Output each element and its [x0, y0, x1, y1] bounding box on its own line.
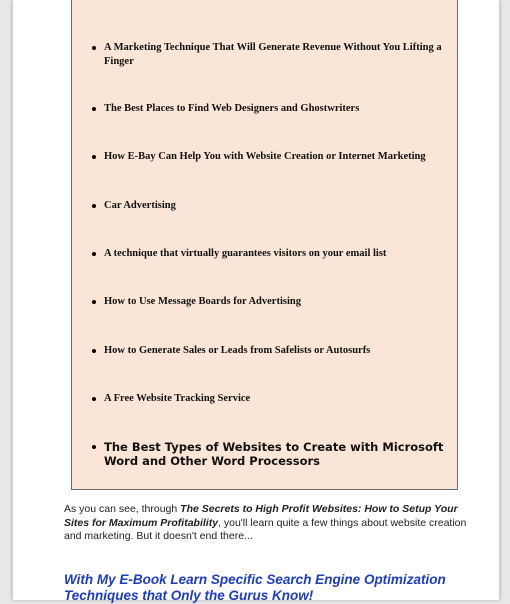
- bullet-icon: [92, 46, 96, 50]
- intro-paragraph: [64, 503, 469, 544]
- list-item: [92, 199, 447, 213]
- list-item-text: How to Use Message Boards for Advertising: [104, 296, 301, 307]
- list-item-text: The Best Places to Find Web Designers and Ghostwriters: [104, 103, 360, 114]
- bullet-icon: [92, 204, 96, 208]
- list-item-text: How E-Bay Can Help You with Website Creation or Internet Marketing: [104, 151, 426, 162]
- intro-text: As you can see, through: [64, 503, 181, 515]
- list-item: [92, 41, 447, 69]
- bullet-icon: [92, 445, 96, 449]
- intro-text: , you'll learn quite a few things about website creation and marketing. But it doesn't end there...: [64, 516, 467, 542]
- bullet-icon: [92, 107, 96, 111]
- bullet-icon: [92, 252, 96, 256]
- list-item: [92, 344, 447, 358]
- list-item-text: How to Generate Sales or Leads from Safelists or Autosurfs: [104, 345, 371, 356]
- bullet-icon: [92, 155, 96, 159]
- bullet-icon: [92, 300, 96, 304]
- list-item-text: A technique that virtually guarantees visitors on your email list: [104, 248, 387, 259]
- features-box: [71, 0, 458, 490]
- bullet-icon: [92, 349, 96, 353]
- list-item: [92, 0, 447, 1]
- list-item-text: A Marketing Technique That Will Generate Revenue Without You Lifting a Finger: [104, 42, 442, 67]
- list-item-text: A Free Website Tracking Service: [104, 393, 251, 404]
- list-item: [92, 150, 447, 164]
- page-content: [12, 0, 500, 603]
- list-item: [92, 392, 447, 406]
- section-headline: With My E-Book Learn Specific Search Engine Optimization Techniques that Only the Gurus Know!: [64, 572, 446, 603]
- list-item: [92, 295, 447, 309]
- list-item: [92, 102, 447, 116]
- bullet-icon: [92, 397, 96, 401]
- list-item-text: Car Advertising: [104, 200, 176, 211]
- list-item: [92, 247, 447, 261]
- book-title: The Secrets to High Profit Websites: How to Setup Your Sites for Maximum Profitability: [64, 503, 458, 529]
- list-item: [92, 440, 447, 468]
- list-item-text: The Best Types of Websites to Create with Microsoft Word and Other Word Processors: [104, 440, 444, 468]
